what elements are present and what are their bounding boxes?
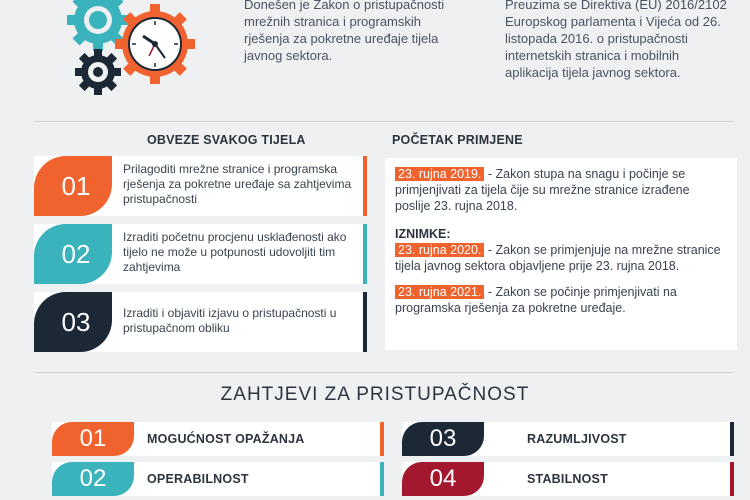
start-paragraph-1 xyxy=(395,166,727,214)
obligation-text: Izraditi početnu procjenu usklađenosti ako tijelo ne može u potpunosti udovoljiti tim zahtjevima xyxy=(123,230,347,274)
intro-law-text: Donešen je Zakon o pristupačnosti mrežnih stranica i programskih rješenja za pokretne uređaje tijela javnog sektora. xyxy=(244,0,445,63)
start-paragraph-2 xyxy=(395,226,727,274)
accent-bar xyxy=(730,462,734,496)
accent-bar xyxy=(380,422,384,456)
start-text-3: - Zakon se počinje primjenjivati na programska rješenja za pokretne uređaje. xyxy=(395,285,677,315)
obligation-number: 01 xyxy=(34,156,112,216)
requirement-label: MOGUĆNOST OPAŽANJA xyxy=(147,432,305,446)
obligation-item-03 xyxy=(34,292,367,352)
requirement-label: RAZUMLJIVOST xyxy=(527,432,627,446)
start-text-2: - Zakon se primjenjuje na mrežne stranice tijela javnog sektora objavljene prije 23. rujna 2018. xyxy=(395,243,721,273)
requirement-label: OPERABILNOST xyxy=(147,472,249,486)
requirement-number: 03 xyxy=(402,422,484,456)
requirement-item-01 xyxy=(52,422,384,456)
requirement-number: 02 xyxy=(52,462,134,496)
date-badge: 23. rujna 2019. xyxy=(395,167,484,181)
accent-bar xyxy=(380,462,384,496)
start-heading: POČETAK PRIMJENE xyxy=(392,133,523,147)
obligation-item-02 xyxy=(34,224,367,284)
exceptions-label: IZNIMKE: xyxy=(395,227,451,241)
start-paragraph-3 xyxy=(395,284,727,316)
requirement-number: 01 xyxy=(52,422,134,456)
date-badge: 23. rujna 2020. xyxy=(395,243,484,257)
intro-section xyxy=(0,0,750,118)
obligations-heading: OBVEZE SVAKOG TIJELA xyxy=(147,133,306,147)
obligation-text: Prilagoditi mrežne stranice i programska rješenja za pokretne uređaje sa zahtjevima pristupačnosti xyxy=(123,162,352,206)
requirement-number: 04 xyxy=(402,462,484,496)
requirements-title: ZAHTJEVI ZA PRISTUPAČNOST xyxy=(220,384,530,405)
divider-top xyxy=(34,121,734,122)
accent-bar xyxy=(363,292,367,352)
gears-clock-icon xyxy=(60,0,200,104)
obligation-item-01 xyxy=(34,156,367,216)
intro-directive-text: Preuzima se Direktiva (EU) 2016/2102 Europskog parlamenta i Vijeća od 26. listopada 2016. o pristupačnosti internetskih stranica i mobilnih aplikacija tijela javnog sektora. xyxy=(505,0,727,80)
obligation-number: 02 xyxy=(34,224,112,284)
accent-bar xyxy=(730,422,734,456)
requirement-item-03 xyxy=(402,422,734,456)
divider-middle xyxy=(34,372,734,373)
start-text-1: - Zakon stupa na snagu i počinje se primjenjivati za tijela čije su mrežne stranice izrađene poslije 23. rujna 2018. xyxy=(395,167,690,213)
accent-bar xyxy=(363,156,367,216)
start-box xyxy=(385,158,737,350)
requirement-item-02 xyxy=(52,462,384,496)
obligation-text: Izraditi i objaviti izjavu o pristupačnosti u pristupačnom obliku xyxy=(123,306,337,335)
requirement-label: STABILNOST xyxy=(527,472,608,486)
obligation-number: 03 xyxy=(34,292,112,352)
accent-bar xyxy=(363,224,367,284)
requirement-item-04 xyxy=(402,462,734,496)
date-badge: 23. rujna 2021. xyxy=(395,285,484,299)
